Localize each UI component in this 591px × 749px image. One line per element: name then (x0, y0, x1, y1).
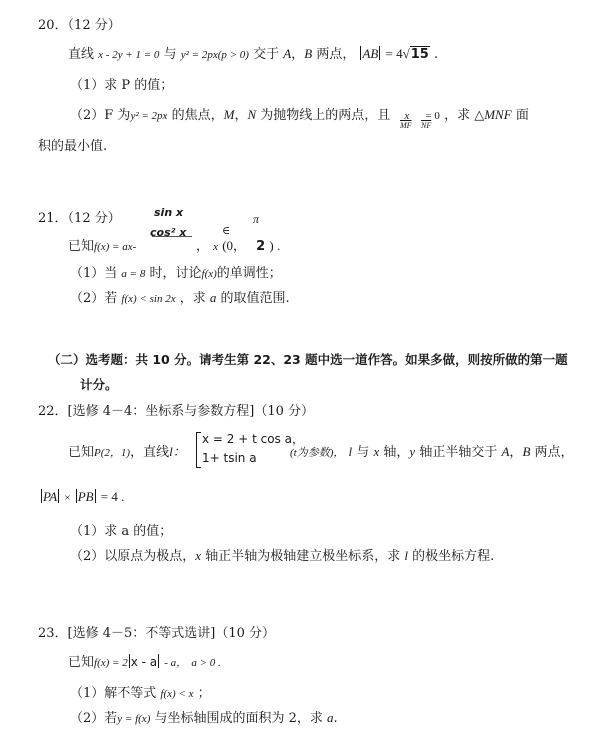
q22-number: 22．[选修 4－4：坐标系与参数方程]（10 分） (38, 404, 315, 419)
q22-pa: PA (43, 489, 58, 504)
q20-eq1: x - 2y + 1 = 0 (98, 49, 160, 61)
q22-x-axis: x (373, 444, 380, 459)
q22-point: P(2，1) (94, 447, 131, 459)
q22-eq4: = 4 . (100, 489, 125, 504)
q20-sub2 (70, 104, 529, 123)
q20-point-b: B (304, 46, 313, 61)
q21-sub1-fx: f(x) (201, 268, 217, 280)
q21-sub1-eq: a = 8 (121, 268, 146, 280)
q21-domain (196, 235, 280, 254)
q22-with: 与 (356, 445, 370, 460)
q21-line1 (68, 235, 136, 254)
q20-sqrt15: 15 (410, 47, 429, 62)
q22-pb-right (95, 489, 96, 503)
q22-sub1: （1）求 a 的值； (70, 524, 173, 539)
q21-interval-close: ) . (269, 238, 281, 253)
q23-minus-a: - a， (164, 657, 188, 669)
q23-sub2-b: 与坐标轴围成的面积为 2，求 (154, 711, 323, 726)
q23-sub2-var: a (327, 710, 334, 725)
q21-sub1-c: 的单调性； (216, 266, 282, 281)
q20-line1 (68, 43, 438, 62)
q20-sub1: （1）求 P 的值； (70, 78, 174, 93)
q23-sub1-ineq: f(x) < x (160, 688, 194, 700)
q22-pb-left (76, 489, 77, 503)
q21-given: 已知 (68, 239, 95, 254)
q21-fx: f(x) = ax- (94, 241, 137, 253)
q22-pa-right (58, 489, 59, 503)
q21-sub2 (70, 287, 290, 306)
q21-sub2-b: ，求 (179, 291, 206, 306)
q20-vec-nf: $\overline{NF}$ (421, 121, 432, 130)
q21-sub1 (70, 262, 282, 281)
q22-line1-left (68, 441, 186, 460)
q23-abs-right (158, 654, 159, 668)
q21-pi: π (253, 212, 260, 226)
q22-product (40, 489, 124, 505)
q23-sub2-a: （2）若 (70, 711, 118, 726)
q22-two-points: 两点， (534, 445, 574, 460)
q23-sub1 (70, 682, 211, 701)
q21-in: ∈ (222, 225, 231, 237)
q21-comma: ， (196, 239, 210, 254)
q22-sub2-a: （2）以原点为极点， (70, 549, 196, 564)
q23-fx: f(x) = 2 (94, 657, 128, 669)
q22-sub2 (70, 545, 494, 564)
q23-abs-left (129, 654, 130, 668)
q20-suffix: 交于 (253, 47, 280, 62)
q22-l: l： (169, 444, 186, 459)
q20-sub2-e: ，求 (444, 108, 471, 123)
q21-x: x (213, 241, 219, 253)
q20-abs-right (379, 46, 380, 60)
q22-y-axis: y (409, 444, 416, 459)
q20-eq2: y² = 2px(p > 0) (180, 49, 249, 61)
q21-two: 2 (256, 239, 266, 254)
q20-sub2-tri: △MNF (474, 107, 512, 122)
q23-given: 已知 (68, 655, 95, 670)
q20-point-a: A (283, 46, 292, 61)
q23-sub1-b: ； (197, 686, 211, 701)
q21-sub2-ineq: f(x) < sin 2x (121, 293, 176, 305)
q22-point-a: A (501, 444, 510, 459)
q20-ab: AB (362, 46, 379, 61)
q23-number: 23．[选修 4－5：不等式选讲]（10 分） (38, 626, 276, 641)
q22-param-brace (196, 432, 201, 468)
section2-heading-line1: （二）选考题：共 10 分。请考生第 22、23 题中选一道作答。如果多做，则按所做的第一题 (48, 352, 568, 367)
q20-sub2-m: M (223, 107, 235, 122)
q22-param-note: (t为参数)， (290, 447, 345, 459)
q20-sub2-a: （2）F 为 (70, 108, 131, 123)
q20-sub2-c: ， (234, 108, 248, 123)
q22-sub2-l: l (404, 548, 408, 563)
q21-sub2-c: 的取值范围. (220, 291, 290, 306)
q22-line1-right: (t为参数)， l 与 x 轴，y 轴正半轴交于 A，B 两点， (290, 444, 574, 460)
q22-pa-left (41, 489, 42, 503)
q23-sub2-eq: y = f(x) (117, 713, 151, 725)
q22-point-b: B (522, 444, 531, 459)
q23-sub2 (70, 707, 338, 726)
q22-axis-text: 轴， (383, 445, 410, 460)
q21-sub1-b: 时，讨论 (149, 266, 202, 281)
q20-number: 20．（12 分） (38, 18, 121, 33)
q20-two-points: 两点， (316, 47, 356, 62)
q23-sub2-c: . (333, 711, 338, 726)
q21-sub2-a: （2）若 (70, 291, 118, 306)
q20-sub2-eq0: = 0 (425, 110, 440, 122)
q20-vec-mf: $\overline{MF}$ (400, 121, 412, 130)
q20-sub2-d: 为抛物线上的两点，且 (260, 108, 391, 123)
q21-sub1-a: （1）当 (70, 266, 118, 281)
q20-ab-eq: = 4 (385, 46, 403, 61)
q21-frac-num: sin x (154, 206, 184, 219)
q20-sub2-n: N (247, 107, 257, 122)
section2-heading-line2: 计分。 (80, 377, 118, 392)
q21-sub2-var: a (209, 290, 217, 305)
q20-continuation: 积的最小值. (38, 139, 108, 154)
q23-sub1-a: （1）解不等式 (70, 686, 157, 701)
q22-given: 已知 (68, 445, 95, 460)
q21-number: 21．（12 分） (38, 211, 121, 226)
q23-abs: x - a (130, 655, 158, 669)
q22-rest: 轴正半轴交于 (419, 445, 498, 460)
q22-sub2-c: 的极坐标方程. (412, 549, 495, 564)
q20-sub2-dot: x (404, 110, 410, 122)
q20-sub2-b: 的焦点， (171, 108, 224, 123)
q22-param2: 1+ tsin a (202, 451, 257, 465)
q22-line-label: ，直线 (130, 445, 170, 460)
q21-frac-line (152, 236, 192, 237)
q20-period: . (433, 47, 439, 62)
q21-frac-den: cos² x (150, 226, 187, 239)
q23-line1 (68, 651, 221, 670)
q22-sub2-x: x (195, 548, 202, 563)
q20-sub2-f: 面 (515, 108, 529, 123)
q20-mid: 与 (163, 47, 177, 62)
q22-times: × (64, 492, 71, 504)
q22-pb: PB (77, 489, 94, 504)
q20-sqrt-sign: √ (402, 46, 410, 61)
q22-sub2-b: 轴正半轴为极轴建立极坐标系，求 (205, 549, 401, 564)
q21-interval-open: (0， (222, 238, 247, 253)
q20-sep: ， (291, 47, 305, 62)
q22-param1: x = 2 + t cos a， (202, 432, 304, 446)
q20-prefix: 直线 (68, 47, 95, 62)
q20-sub2-eq: y² = 2px (130, 110, 168, 122)
q23-cond: a > 0 . (191, 657, 221, 669)
q22-l2: l (348, 444, 353, 459)
